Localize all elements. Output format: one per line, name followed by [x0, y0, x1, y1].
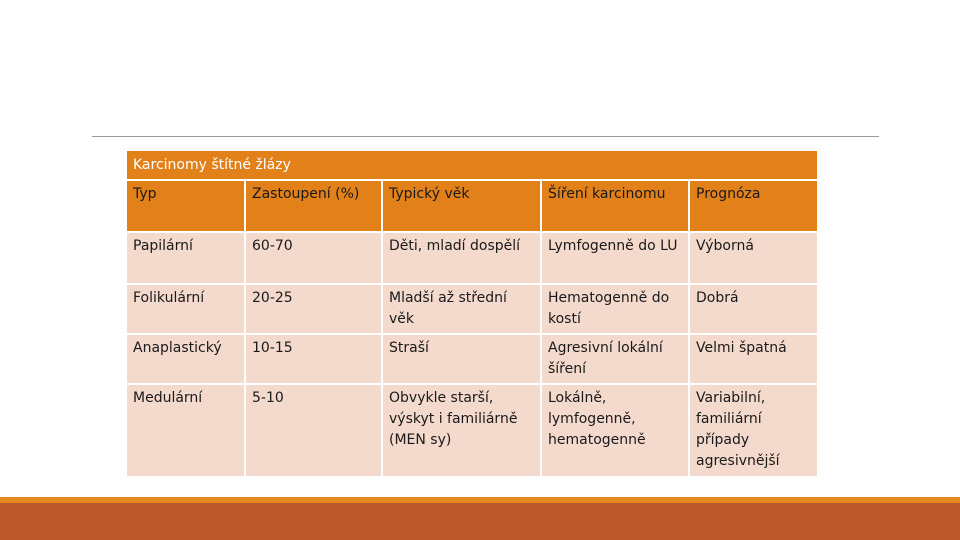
table-row	[126, 284, 818, 334]
table-caption: Karcinomy štítné žlázy	[126, 150, 818, 180]
table-cell: 60-70	[245, 232, 382, 284]
table-cell: Výborná	[689, 232, 818, 284]
table-caption-row	[126, 150, 818, 180]
table-row	[126, 384, 818, 477]
table-cell: Obvykle starší, výskyt i familiárně (MEN sy)	[382, 384, 541, 477]
table-row	[126, 334, 818, 384]
table-cell: Lymfogenně do LU	[541, 232, 689, 284]
table-header-row	[126, 180, 818, 232]
table-cell: Straší	[382, 334, 541, 384]
title-divider-line	[92, 136, 879, 137]
header-cell-zastoupeni: Zastoupení (%)	[245, 180, 382, 232]
header-cell-sireni: Šíření karcinomu	[541, 180, 689, 232]
table-cell: 20-25	[245, 284, 382, 334]
table-cell: Variabilní, familiární případy agresivnější	[689, 384, 818, 477]
table-cell: Agresivní lokální šíření	[541, 334, 689, 384]
table-cell: Mladší až střední věk	[382, 284, 541, 334]
table-cell: Hematogenně do kostí	[541, 284, 689, 334]
table-cell: Medulární	[126, 384, 245, 477]
footer-accent-line	[0, 497, 960, 503]
table-cell: 10-15	[245, 334, 382, 384]
table-cell: Děti, mladí dospělí	[382, 232, 541, 284]
footer-bar	[0, 497, 960, 540]
header-cell-typicky-vek: Typický věk	[382, 180, 541, 232]
table-cell: Anaplastický	[126, 334, 245, 384]
header-cell-typ: Typ	[126, 180, 245, 232]
table-row	[126, 232, 818, 284]
table-cell: Dobrá	[689, 284, 818, 334]
header-cell-prognoza: Prognóza	[689, 180, 818, 232]
table-cell: 5-10	[245, 384, 382, 477]
table-cell: Papilární	[126, 232, 245, 284]
table-cell: Velmi špatná	[689, 334, 818, 384]
carcinoma-table	[125, 149, 819, 478]
table-cell: Lokálně, lymfogenně, hematogenně	[541, 384, 689, 477]
table-cell: Folikulární	[126, 284, 245, 334]
carcinoma-table-container	[125, 149, 817, 478]
